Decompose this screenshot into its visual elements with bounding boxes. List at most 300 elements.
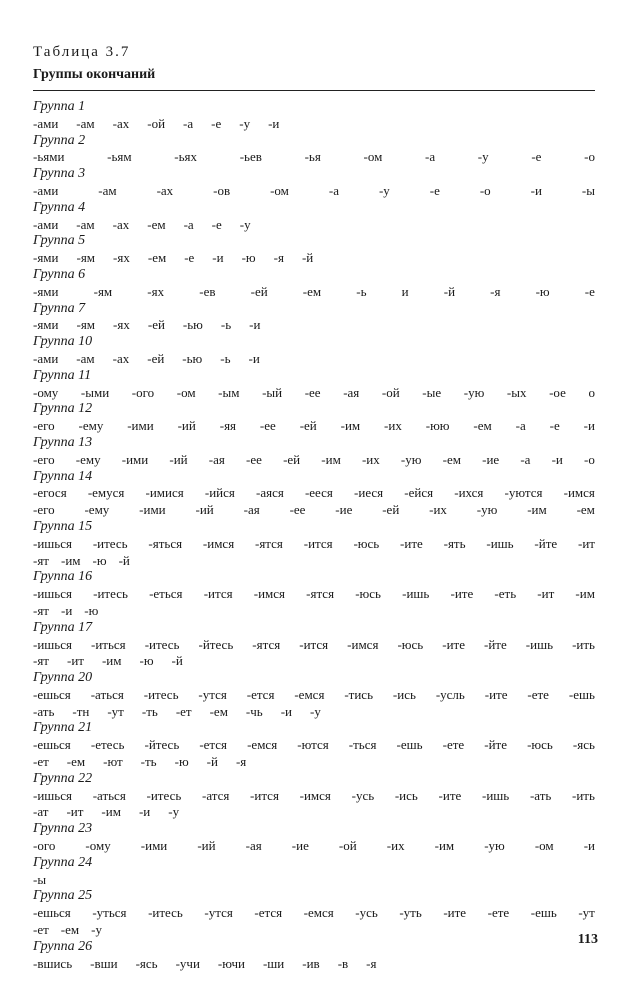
endings-line bbox=[33, 754, 595, 771]
ending: -у bbox=[91, 922, 102, 938]
ending: -ям bbox=[76, 250, 96, 266]
ending: -йтесь bbox=[198, 636, 234, 652]
ending: -ую bbox=[400, 451, 422, 467]
ending: -ями bbox=[33, 250, 59, 266]
ending: -ейся bbox=[404, 485, 434, 501]
endings-line bbox=[33, 872, 595, 889]
ending: -иеся bbox=[354, 485, 384, 501]
ending: -им bbox=[527, 502, 547, 518]
endings-line bbox=[33, 452, 595, 469]
endings-line bbox=[33, 804, 595, 821]
ending: -ями bbox=[33, 317, 59, 333]
ending: -ятся bbox=[252, 636, 281, 652]
group-name: Группа 11 bbox=[33, 367, 92, 383]
ending: -ом bbox=[534, 838, 554, 854]
ending: -ятся bbox=[306, 586, 335, 602]
group-name: Группа 1 bbox=[33, 99, 86, 114]
ending: -ится bbox=[250, 787, 279, 803]
endings-line bbox=[33, 183, 595, 200]
ending: -ем bbox=[147, 250, 167, 266]
header-rule bbox=[33, 90, 595, 91]
ending: -имся bbox=[253, 586, 285, 602]
ending: -егося bbox=[33, 485, 67, 501]
table-caption: Таблица 3.7 bbox=[33, 44, 131, 60]
ending: -их bbox=[386, 838, 405, 854]
ending: -ю bbox=[174, 754, 189, 770]
ending: -ую bbox=[484, 838, 505, 854]
endings-line bbox=[33, 788, 595, 805]
ending: -ами bbox=[33, 182, 59, 198]
ending: -ах bbox=[112, 115, 130, 131]
ending: -ий bbox=[169, 451, 188, 467]
ending: -ам bbox=[76, 216, 95, 232]
ending: -ят bbox=[33, 653, 49, 669]
ending: о bbox=[588, 384, 595, 400]
ending: -ого bbox=[33, 838, 56, 854]
ending: -ут bbox=[578, 905, 595, 921]
ending: -им bbox=[321, 451, 341, 467]
ending: -у bbox=[477, 149, 489, 165]
ending: -ая bbox=[208, 451, 225, 467]
ending: -ись bbox=[392, 686, 416, 702]
ending: -юю bbox=[425, 418, 450, 434]
ending: -учи bbox=[175, 955, 200, 971]
ending: -ится bbox=[203, 586, 233, 602]
ending: -ить bbox=[572, 787, 595, 803]
ending: -атся bbox=[201, 787, 230, 803]
ending: -ете bbox=[527, 686, 549, 702]
ending: -ом bbox=[176, 384, 196, 400]
ending: -ям bbox=[76, 317, 96, 333]
ending: -ы bbox=[581, 182, 595, 198]
ending: -й bbox=[443, 283, 456, 299]
ending: -ясь bbox=[135, 955, 158, 971]
ending: -ется bbox=[199, 737, 228, 753]
ending: -и bbox=[138, 804, 151, 820]
ending: -ись bbox=[394, 787, 418, 803]
endings-line bbox=[33, 116, 595, 133]
ending: -ей bbox=[299, 418, 317, 434]
ending: -юсь bbox=[355, 586, 381, 602]
ending: -ет bbox=[33, 922, 49, 938]
ending: -ат bbox=[33, 804, 49, 820]
ending: -ам bbox=[98, 182, 117, 198]
ending: -ю bbox=[535, 283, 550, 299]
ending: -ей bbox=[382, 502, 400, 518]
ending: -итесь bbox=[92, 535, 128, 551]
ending: -ет bbox=[33, 754, 49, 770]
ending: -ам bbox=[76, 350, 95, 366]
ending: -ой bbox=[381, 384, 400, 400]
ending: -ихся bbox=[454, 485, 484, 501]
ending: -ится bbox=[299, 636, 329, 652]
ending: -утся bbox=[198, 686, 227, 702]
ending: -ите bbox=[450, 586, 474, 602]
endings-line bbox=[33, 536, 595, 553]
ending: -ться bbox=[348, 737, 377, 753]
ending: -ий bbox=[177, 418, 196, 434]
ending: -ишь bbox=[525, 636, 554, 652]
ending: -е bbox=[531, 149, 542, 165]
ending: -ешь bbox=[396, 737, 423, 753]
ending: -е bbox=[549, 418, 560, 434]
ending: -ой bbox=[147, 115, 166, 131]
ending: -ешься bbox=[33, 737, 71, 753]
ending: -ому bbox=[33, 384, 59, 400]
ending: -утся bbox=[204, 905, 233, 921]
ending: -итесь bbox=[148, 905, 183, 921]
ending: -ими bbox=[140, 838, 168, 854]
group-name: Группа 25 bbox=[33, 888, 93, 904]
ending: -ее bbox=[304, 384, 321, 400]
ending: -ать bbox=[529, 787, 552, 803]
endings-line bbox=[33, 250, 595, 267]
ending: -ет bbox=[175, 703, 192, 719]
ending: -ыми bbox=[80, 384, 110, 400]
ending: -еть bbox=[494, 586, 517, 602]
ending: -ей bbox=[147, 350, 165, 366]
ending: -его bbox=[33, 418, 55, 434]
ending: -усль bbox=[435, 686, 465, 702]
ending: -йте bbox=[484, 737, 508, 753]
ending: -ите bbox=[443, 905, 467, 921]
ending: -я bbox=[235, 754, 247, 770]
ending: -ю bbox=[139, 653, 154, 669]
ending: -и bbox=[268, 115, 280, 131]
ending: -и bbox=[583, 418, 595, 434]
ending: -о bbox=[479, 182, 491, 198]
endings-line bbox=[33, 418, 595, 435]
endings-line bbox=[33, 317, 595, 334]
group-name: Группа 4 bbox=[33, 199, 86, 215]
ending: -ой bbox=[338, 838, 357, 854]
ending: -ешь bbox=[530, 905, 557, 921]
ending: -аться bbox=[92, 787, 126, 803]
ending: -ого bbox=[131, 384, 155, 400]
ending: -ую bbox=[476, 502, 498, 518]
ending: -й bbox=[171, 653, 183, 669]
group-name: Группа 21 bbox=[33, 720, 93, 736]
ending: -ишь bbox=[402, 586, 430, 602]
ending: -вши bbox=[90, 955, 118, 971]
group-name: Группа 20 bbox=[33, 670, 93, 686]
ending: -ью bbox=[182, 317, 203, 333]
ending: -аяся bbox=[256, 485, 284, 501]
ending: -имися bbox=[145, 485, 184, 501]
ending: -ьев bbox=[239, 149, 262, 165]
ending: -и bbox=[583, 838, 595, 854]
ending: -усь bbox=[355, 905, 378, 921]
ending: -ийся bbox=[204, 485, 235, 501]
ending: -ь bbox=[220, 317, 232, 333]
group-name: Группа 6 bbox=[33, 266, 86, 282]
ending: -им bbox=[575, 586, 595, 602]
ending: -еться bbox=[149, 586, 183, 602]
ending: -е bbox=[211, 216, 222, 232]
ending: -емся bbox=[247, 737, 278, 753]
ending: -ые bbox=[422, 384, 442, 400]
endings-line bbox=[33, 905, 595, 922]
ending: -я bbox=[490, 283, 501, 299]
ending: -уть bbox=[399, 905, 422, 921]
ending: -ю bbox=[241, 250, 256, 266]
ending: -чь bbox=[245, 703, 263, 719]
ending: -ая bbox=[243, 502, 260, 518]
group-name: Группа 13 bbox=[33, 434, 93, 450]
ending: -ится bbox=[303, 535, 333, 551]
ending: -и bbox=[248, 350, 260, 366]
ending: -ая bbox=[245, 838, 262, 854]
ending: -ить bbox=[572, 636, 595, 652]
ending: -ое bbox=[549, 384, 566, 400]
ending: -имся bbox=[299, 787, 331, 803]
ending: -ь bbox=[356, 283, 367, 299]
ending: -ей bbox=[283, 451, 301, 467]
groups-list bbox=[33, 99, 595, 972]
ending: -ть bbox=[141, 703, 158, 719]
ending: -ее bbox=[246, 451, 262, 467]
ending: -е bbox=[184, 250, 195, 266]
endings-line bbox=[33, 149, 595, 166]
ending: -ами bbox=[33, 115, 59, 131]
endings-line bbox=[33, 603, 595, 620]
ending: -ются bbox=[297, 737, 329, 753]
endings-line bbox=[33, 485, 595, 502]
ending: -ю bbox=[92, 552, 107, 568]
ending: -его bbox=[33, 502, 55, 518]
group-name: Группа 7 bbox=[33, 300, 86, 316]
endings-line bbox=[33, 737, 595, 754]
ending: -ью bbox=[182, 350, 203, 366]
ending: -емся bbox=[303, 905, 334, 921]
ending: -ем bbox=[302, 283, 322, 299]
ending: -ах bbox=[112, 350, 130, 366]
ending: -ими bbox=[127, 418, 154, 434]
ending: -ы bbox=[33, 871, 47, 887]
ending: -ий bbox=[195, 502, 214, 518]
ending: -йтесь bbox=[144, 737, 180, 753]
ending: -яться bbox=[148, 535, 183, 551]
group-name: Группа 10 bbox=[33, 334, 93, 350]
ending: -ых bbox=[506, 384, 527, 400]
ending: -и bbox=[530, 182, 542, 198]
ending: -итесь bbox=[144, 636, 180, 652]
ending: -ях bbox=[113, 317, 130, 333]
ending: -ать bbox=[33, 703, 55, 719]
ending: -ишься bbox=[33, 787, 72, 803]
ending: -ом bbox=[363, 149, 383, 165]
endings-line bbox=[33, 704, 595, 721]
ending: -его bbox=[33, 451, 55, 467]
ending: -ясь bbox=[572, 737, 595, 753]
endings-line bbox=[33, 553, 595, 570]
endings-line bbox=[33, 838, 595, 855]
ending: -в bbox=[337, 955, 349, 971]
ending: -я bbox=[273, 250, 284, 266]
ending: -я bbox=[366, 955, 377, 971]
ending: -ят bbox=[33, 602, 49, 618]
ending: -ьях bbox=[174, 149, 198, 165]
ending: -ях bbox=[113, 250, 130, 266]
ending: -е bbox=[584, 283, 595, 299]
ending: -ит bbox=[67, 653, 84, 669]
ending: -им bbox=[101, 804, 121, 820]
ending: -ите bbox=[438, 787, 462, 803]
ending: -а bbox=[328, 182, 339, 198]
ending: -ему bbox=[84, 502, 110, 518]
ending: -их bbox=[384, 418, 402, 434]
ending: -итесь bbox=[146, 787, 182, 803]
ending: -ям bbox=[93, 283, 113, 299]
ending: -ие bbox=[482, 451, 500, 467]
ending: -а bbox=[425, 149, 436, 165]
ending: -ши bbox=[262, 955, 285, 971]
ending: -имся bbox=[347, 636, 379, 652]
ending: -и bbox=[280, 703, 293, 719]
group-name: Группа 2 bbox=[33, 132, 86, 148]
ending: -ами bbox=[33, 350, 59, 366]
ending: -уться bbox=[92, 905, 127, 921]
ending: -усь bbox=[351, 787, 375, 803]
ending: -ите bbox=[484, 686, 508, 702]
ending: -ят bbox=[33, 552, 49, 568]
group-name: Группа 16 bbox=[33, 569, 93, 585]
ending: -ем bbox=[473, 418, 492, 434]
ending: -ья bbox=[304, 149, 321, 165]
ending: -ется bbox=[254, 905, 283, 921]
ending: -яя bbox=[219, 418, 237, 434]
ending: -ему bbox=[75, 451, 101, 467]
ending: -ей bbox=[147, 317, 165, 333]
ending: -ей bbox=[250, 283, 268, 299]
ending: -ый bbox=[262, 384, 283, 400]
group-name: Группа 15 bbox=[33, 518, 93, 534]
ending: -ую bbox=[463, 384, 485, 400]
ending: -ючи bbox=[217, 955, 245, 971]
group-name: Группа 26 bbox=[33, 938, 93, 954]
endings-line bbox=[33, 922, 595, 939]
ending: -у bbox=[378, 182, 390, 198]
ending: -е bbox=[211, 115, 222, 131]
ending: -у bbox=[168, 804, 180, 820]
ending: -у bbox=[310, 703, 321, 719]
endings-line bbox=[33, 502, 595, 519]
ending: -их bbox=[429, 502, 447, 518]
ending: -ишь bbox=[482, 787, 510, 803]
ending: -им bbox=[101, 653, 122, 669]
ending: -ах bbox=[112, 216, 130, 232]
ending: -ишься bbox=[33, 586, 72, 602]
endings-line bbox=[33, 284, 595, 301]
ending: -а bbox=[183, 216, 194, 232]
ending: -их bbox=[361, 451, 380, 467]
ending: -ешься bbox=[33, 905, 71, 921]
ending: -юсь bbox=[527, 737, 553, 753]
ending: -ее bbox=[289, 502, 306, 518]
ending: -ю bbox=[84, 602, 99, 618]
ending: -вшись bbox=[33, 955, 73, 971]
ending: -тн bbox=[72, 703, 90, 719]
ending: -ие bbox=[291, 838, 309, 854]
ending: -у bbox=[239, 216, 251, 232]
ending: -и bbox=[61, 602, 73, 618]
ending: и bbox=[401, 283, 409, 299]
ending: -ятся bbox=[255, 535, 283, 551]
ending: -ь bbox=[220, 350, 231, 366]
endings-line bbox=[33, 217, 595, 234]
ending: -емуся bbox=[87, 485, 125, 501]
ending: -й bbox=[118, 552, 130, 568]
ending: -й bbox=[301, 250, 314, 266]
ending: -ими bbox=[139, 502, 166, 518]
ending: -ете bbox=[442, 737, 465, 753]
ending: -ть bbox=[140, 754, 157, 770]
ending: -имся bbox=[202, 535, 235, 551]
ending: -ем bbox=[147, 216, 166, 232]
ending: -ев bbox=[199, 283, 216, 299]
ending: -им bbox=[340, 418, 361, 434]
ending: -юсь bbox=[353, 535, 380, 551]
ending: -ем bbox=[442, 451, 461, 467]
ending: -им bbox=[61, 552, 81, 568]
ending: -и bbox=[212, 250, 224, 266]
group-name: Группа 3 bbox=[33, 166, 86, 182]
ending: -ют bbox=[103, 754, 123, 770]
ending: -ями bbox=[33, 283, 59, 299]
group-name: Группа 24 bbox=[33, 854, 93, 870]
group-name: Группа 5 bbox=[33, 233, 86, 249]
ending: -ая bbox=[343, 384, 360, 400]
group-name: Группа 23 bbox=[33, 821, 93, 837]
ending: -ами bbox=[33, 216, 59, 232]
ending: -ьям bbox=[107, 149, 132, 165]
ending: -и bbox=[249, 317, 261, 333]
ending: -ите bbox=[442, 636, 465, 652]
ending: -ие bbox=[335, 502, 353, 518]
group-name: Группа 14 bbox=[33, 468, 93, 484]
ending: -а bbox=[515, 418, 526, 434]
ending: -йте bbox=[484, 636, 507, 652]
ending: -ется bbox=[246, 686, 275, 702]
ending: -у bbox=[239, 115, 251, 131]
ending: -ам bbox=[76, 115, 95, 131]
ending: -ишься bbox=[33, 636, 72, 652]
ending: -юсь bbox=[397, 636, 424, 652]
endings-line bbox=[33, 956, 595, 973]
table-title: Группы окончаний bbox=[33, 67, 156, 82]
ending: -ий bbox=[197, 838, 216, 854]
page-number: 113 bbox=[577, 932, 598, 947]
ending: -ут bbox=[107, 703, 124, 719]
ending: -ите bbox=[400, 535, 423, 551]
ending: -ете bbox=[487, 905, 510, 921]
ending: -ьями bbox=[33, 149, 65, 165]
ending: -им bbox=[434, 838, 455, 854]
ending: -ах bbox=[156, 182, 174, 198]
ending: -емся bbox=[294, 686, 325, 702]
ending: -ом bbox=[270, 182, 289, 198]
ending: -аться bbox=[90, 686, 124, 702]
ending: -иться bbox=[91, 636, 126, 652]
ending: -и bbox=[551, 451, 563, 467]
ending: -ем bbox=[66, 754, 86, 770]
endings-line bbox=[33, 586, 595, 603]
endings-line bbox=[33, 351, 595, 368]
ending: -имся bbox=[563, 485, 595, 501]
ending: -ит bbox=[537, 586, 555, 602]
ending: -а bbox=[183, 115, 194, 131]
ending: -ит bbox=[66, 804, 84, 820]
